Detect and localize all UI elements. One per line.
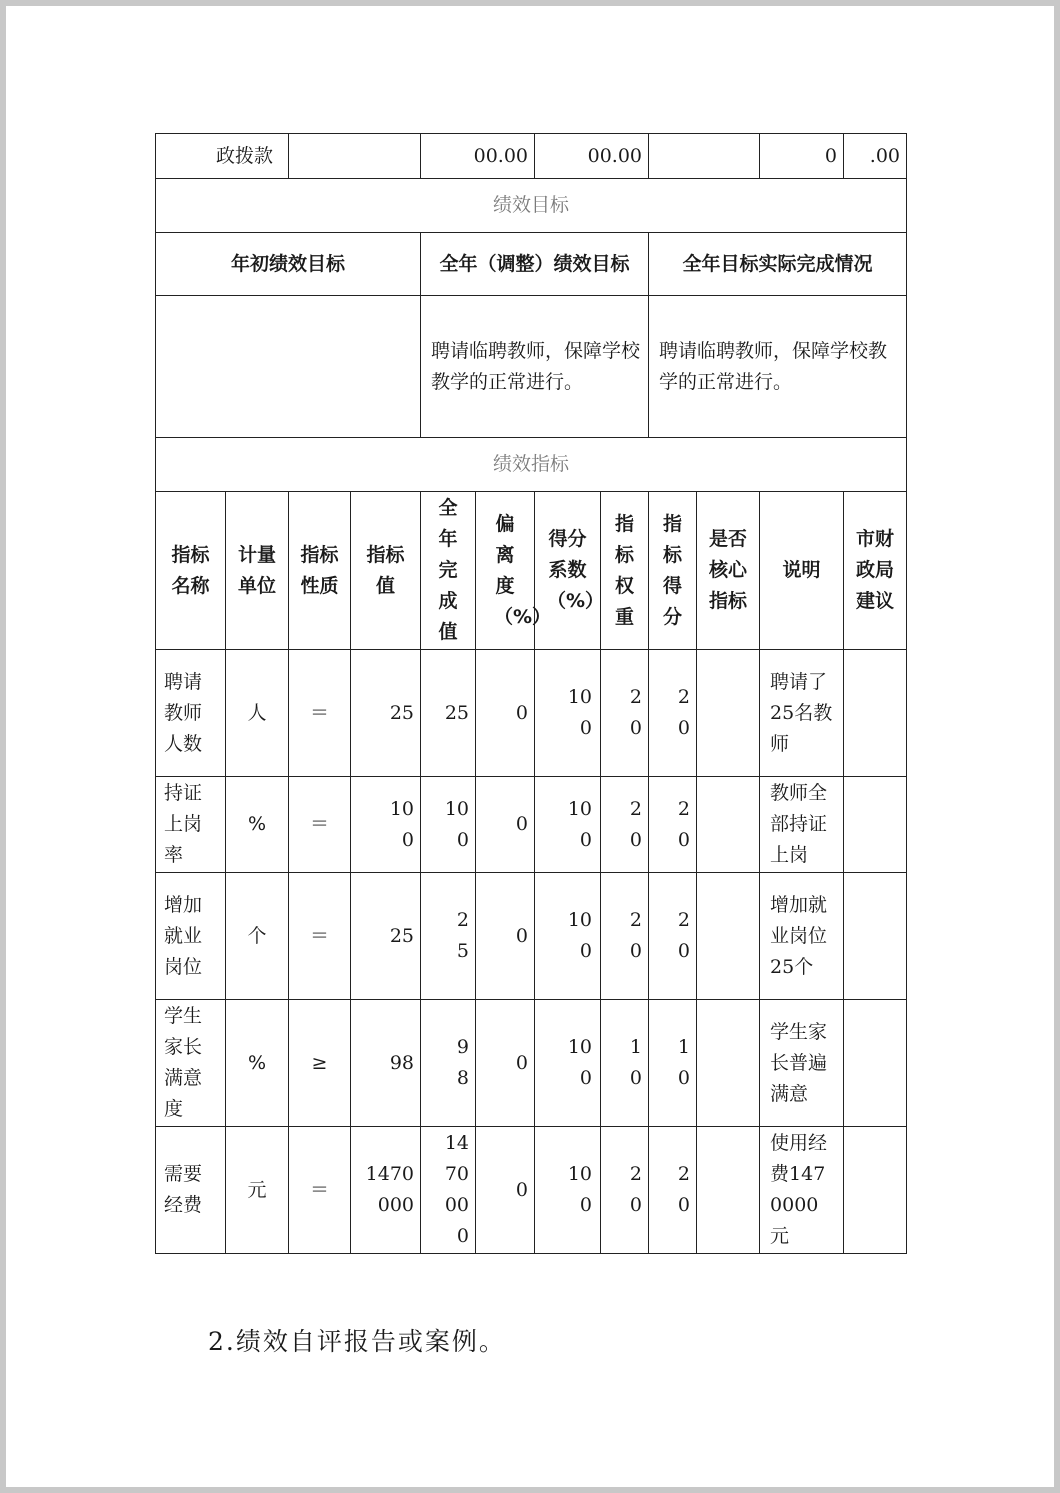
row-name: 学生家长满意度 <box>156 1000 226 1127</box>
row-nature: ＝ <box>289 777 351 873</box>
row-nature: ＝ <box>289 650 351 777</box>
goals-col-initial: 年初绩效目标 <box>156 233 421 296</box>
row-coef: 100 <box>535 873 601 1000</box>
row-unit: 人 <box>226 650 289 777</box>
goals-content-row <box>156 296 907 438</box>
row-weight: 20 <box>601 1127 649 1254</box>
header-actual: 全年完成值 <box>421 492 476 650</box>
funding-value-6: .00 <box>844 134 907 179</box>
header-desc: 说明 <box>760 492 844 650</box>
row-value: 98 <box>351 1000 421 1127</box>
row-deviation: 0 <box>476 1127 535 1254</box>
row-value: 25 <box>351 873 421 1000</box>
row-advice <box>844 873 907 1000</box>
goals-actual-text: 聘请临聘教师，保障学校教学的正常进行。 <box>649 296 907 438</box>
row-score: 20 <box>649 1127 697 1254</box>
header-advice: 市财政局建议 <box>844 492 907 650</box>
row-nature: ≥ <box>289 1000 351 1127</box>
goals-initial-text <box>156 296 421 438</box>
row-deviation: 0 <box>476 777 535 873</box>
row-core <box>697 777 760 873</box>
row-name: 持证上岗率 <box>156 777 226 873</box>
row-coef: 100 <box>535 1127 601 1254</box>
row-value: 100 <box>351 777 421 873</box>
row-deviation: 0 <box>476 650 535 777</box>
row-advice <box>844 1127 907 1254</box>
row-advice <box>844 777 907 873</box>
row-nature: ＝ <box>289 1127 351 1254</box>
row-coef: 100 <box>535 777 601 873</box>
row-desc: 学生家长普遍满意 <box>760 1000 844 1127</box>
row-weight: 20 <box>601 777 649 873</box>
row-score: 20 <box>649 650 697 777</box>
funding-row <box>156 134 907 179</box>
header-weight: 指标权重 <box>601 492 649 650</box>
indicators-header-row <box>156 492 907 650</box>
row-weight: 20 <box>601 873 649 1000</box>
header-deviation: 偏离度（%） <box>476 492 535 650</box>
row-name: 增加就业岗位 <box>156 873 226 1000</box>
header-unit: 计量单位 <box>226 492 289 650</box>
table-row <box>156 777 907 873</box>
row-actual: 98 <box>421 1000 476 1127</box>
indicators-section-title: 绩效指标 <box>156 438 907 492</box>
row-desc: 增加就业岗位25个 <box>760 873 844 1000</box>
funding-value-2: 00.00 <box>421 134 535 179</box>
header-coef: 得分系数（%） <box>535 492 601 650</box>
table-row <box>156 1127 907 1254</box>
row-score: 10 <box>649 1000 697 1127</box>
row-unit: 个 <box>226 873 289 1000</box>
row-desc: 使用经费1470000元 <box>760 1127 844 1254</box>
row-score: 20 <box>649 777 697 873</box>
header-score: 指标得分 <box>649 492 697 650</box>
row-unit: % <box>226 777 289 873</box>
row-name: 聘请教师人数 <box>156 650 226 777</box>
funding-value-4 <box>649 134 760 179</box>
performance-table <box>155 133 907 1254</box>
row-core <box>697 1127 760 1254</box>
header-name: 指标名称 <box>156 492 226 650</box>
goals-adjusted-text: 聘请临聘教师，保障学校教学的正常进行。 <box>421 296 649 438</box>
section-heading: 2.绩效自评报告或案例。 <box>208 1327 506 1356</box>
row-deviation: 0 <box>476 1000 535 1127</box>
funding-label: 政拨款 <box>156 134 289 179</box>
row-advice <box>844 650 907 777</box>
row-core <box>697 1000 760 1127</box>
row-actual: 25 <box>421 873 476 1000</box>
document-page <box>6 6 1054 1487</box>
row-desc: 教师全部持证上岗 <box>760 777 844 873</box>
row-nature: ＝ <box>289 873 351 1000</box>
row-advice <box>844 1000 907 1127</box>
row-actual: 25 <box>421 650 476 777</box>
goals-header-row <box>156 233 907 296</box>
row-actual: 1470000 <box>421 1127 476 1254</box>
row-deviation: 0 <box>476 873 535 1000</box>
row-core <box>697 873 760 1000</box>
row-name: 需要经费 <box>156 1127 226 1254</box>
header-nature: 指标性质 <box>289 492 351 650</box>
funding-value-1 <box>289 134 421 179</box>
table-row <box>156 873 907 1000</box>
goals-col-adjusted: 全年（调整）绩效目标 <box>421 233 649 296</box>
row-core <box>697 650 760 777</box>
row-desc: 聘请了25名教师 <box>760 650 844 777</box>
table-row <box>156 650 907 777</box>
row-value: 1470000 <box>351 1127 421 1254</box>
funding-value-5: 0 <box>760 134 844 179</box>
row-weight: 10 <box>601 1000 649 1127</box>
row-score: 20 <box>649 873 697 1000</box>
table-row <box>156 1000 907 1127</box>
header-core: 是否核心指标 <box>697 492 760 650</box>
goals-col-actual: 全年目标实际完成情况 <box>649 233 907 296</box>
row-value: 25 <box>351 650 421 777</box>
row-unit: 元 <box>226 1127 289 1254</box>
row-unit: % <box>226 1000 289 1127</box>
row-coef: 100 <box>535 650 601 777</box>
goals-section-title: 绩效目标 <box>156 179 907 233</box>
funding-value-3: 00.00 <box>535 134 649 179</box>
row-weight: 20 <box>601 650 649 777</box>
row-actual: 100 <box>421 777 476 873</box>
row-coef: 100 <box>535 1000 601 1127</box>
header-value: 指标值 <box>351 492 421 650</box>
